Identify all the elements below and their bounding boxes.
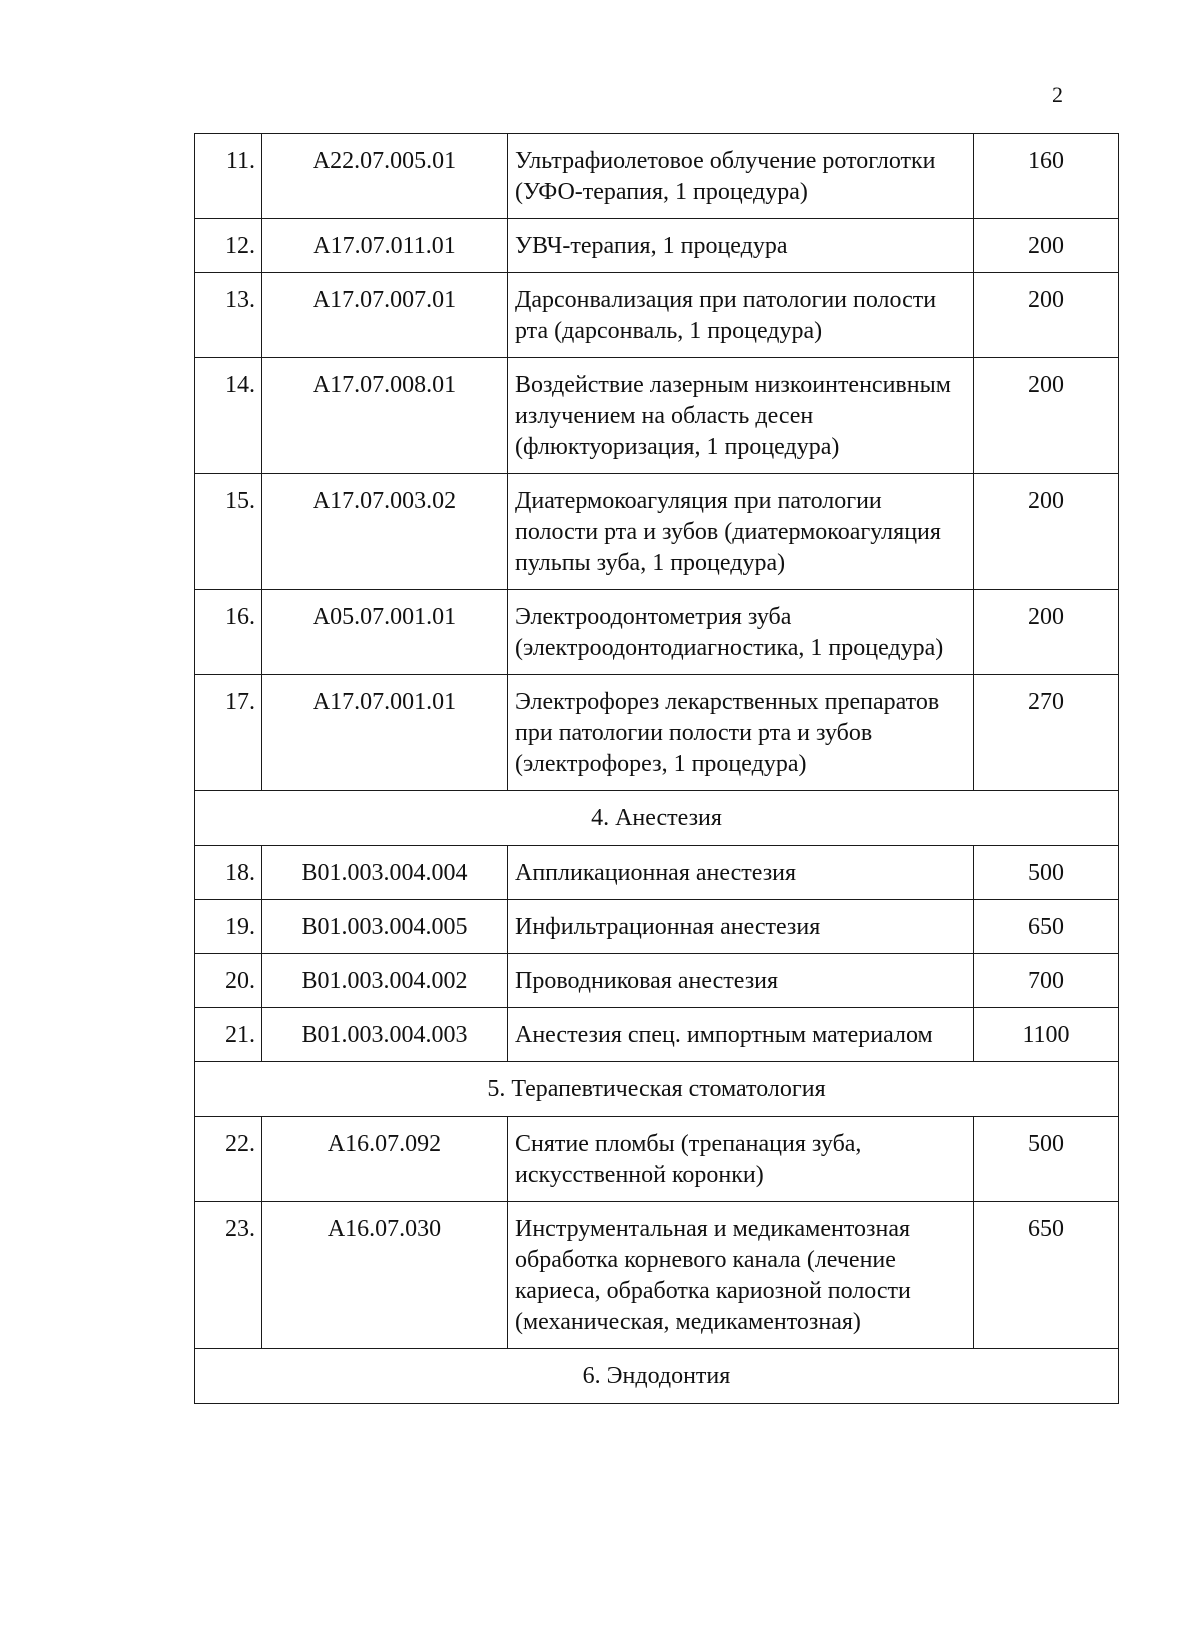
row-number: 14. — [195, 358, 262, 474]
service-price: 200 — [974, 273, 1119, 358]
service-code: В01.003.004.003 — [262, 1008, 508, 1062]
service-code: А17.07.007.01 — [262, 273, 508, 358]
service-price: 270 — [974, 675, 1119, 791]
service-code: А16.07.092 — [262, 1117, 508, 1202]
row-number: 13. — [195, 273, 262, 358]
row-number: 19. — [195, 900, 262, 954]
service-code: В01.003.004.002 — [262, 954, 508, 1008]
service-price: 200 — [974, 219, 1119, 273]
row-number: 20. — [195, 954, 262, 1008]
service-name: Ультрафиолетовое облучение ротоглотки (УФО-терапия, 1 процедура) — [508, 134, 974, 219]
table-row — [195, 1202, 1119, 1349]
service-name: Электроодонтометрия зуба (электроодонтодиагностика, 1 процедура) — [508, 590, 974, 675]
section-header-row — [195, 1062, 1119, 1117]
service-code: А17.07.011.01 — [262, 219, 508, 273]
table-row — [195, 134, 1119, 219]
service-code: А05.07.001.01 — [262, 590, 508, 675]
service-name: Воздействие лазерным низкоинтенсивным излучением на область десен (флюктуоризация, 1 процедура) — [508, 358, 974, 474]
table-row — [195, 474, 1119, 590]
service-code: А22.07.005.01 — [262, 134, 508, 219]
section-title: 6. Эндодонтия — [195, 1349, 1119, 1404]
service-code: В01.003.004.005 — [262, 900, 508, 954]
row-number: 23. — [195, 1202, 262, 1349]
section-header-row — [195, 791, 1119, 846]
row-number: 17. — [195, 675, 262, 791]
service-code: А16.07.030 — [262, 1202, 508, 1349]
service-code: А17.07.008.01 — [262, 358, 508, 474]
table-row — [195, 1008, 1119, 1062]
service-price: 160 — [974, 134, 1119, 219]
service-price: 200 — [974, 358, 1119, 474]
table-row — [195, 219, 1119, 273]
table-row — [195, 954, 1119, 1008]
row-number: 11. — [195, 134, 262, 219]
service-price: 650 — [974, 1202, 1119, 1349]
service-name: Анестезия спец. импортным материалом — [508, 1008, 974, 1062]
service-name: Аппликационная анестезия — [508, 846, 974, 900]
table-row — [195, 1117, 1119, 1202]
service-code: В01.003.004.004 — [262, 846, 508, 900]
table-row — [195, 900, 1119, 954]
row-number: 18. — [195, 846, 262, 900]
service-code: А17.07.001.01 — [262, 675, 508, 791]
row-number: 21. — [195, 1008, 262, 1062]
row-number: 16. — [195, 590, 262, 675]
service-name: Инфильтрационная анестезия — [508, 900, 974, 954]
service-price: 500 — [974, 846, 1119, 900]
service-name: Дарсонвализация при патологии полости рта (дарсонваль, 1 процедура) — [508, 273, 974, 358]
service-code: А17.07.003.02 — [262, 474, 508, 590]
table-row — [195, 358, 1119, 474]
service-name: Диатермокоагуляция при патологии полости рта и зубов (диатермокоагуляция пульпы зуба, 1 процедура) — [508, 474, 974, 590]
service-price: 200 — [974, 590, 1119, 675]
service-price: 200 — [974, 474, 1119, 590]
service-name: Инструментальная и медикаментозная обработка корневого канала (лечение кариеса, обработка кариозной полости (механическая, медикаментозная) — [508, 1202, 974, 1349]
price-table — [194, 133, 1119, 1404]
row-number: 12. — [195, 219, 262, 273]
service-price: 500 — [974, 1117, 1119, 1202]
section-header-row — [195, 1349, 1119, 1404]
service-name: Снятие пломбы (трепанация зуба, искусственной коронки) — [508, 1117, 974, 1202]
service-name: Проводниковая анестезия — [508, 954, 974, 1008]
service-price: 700 — [974, 954, 1119, 1008]
row-number: 15. — [195, 474, 262, 590]
table-row — [195, 846, 1119, 900]
service-price: 1100 — [974, 1008, 1119, 1062]
service-name: Электрофорез лекарственных препаратов при патологии полости рта и зубов (электрофорез, 1 процедура) — [508, 675, 974, 791]
row-number: 22. — [195, 1117, 262, 1202]
section-title: 4. Анестезия — [195, 791, 1119, 846]
service-price: 650 — [974, 900, 1119, 954]
section-title: 5. Терапевтическая стоматология — [195, 1062, 1119, 1117]
table-row — [195, 273, 1119, 358]
service-name: УВЧ-терапия, 1 процедура — [508, 219, 974, 273]
table-row — [195, 590, 1119, 675]
table-row — [195, 675, 1119, 791]
page-number: 2 — [1052, 82, 1063, 107]
